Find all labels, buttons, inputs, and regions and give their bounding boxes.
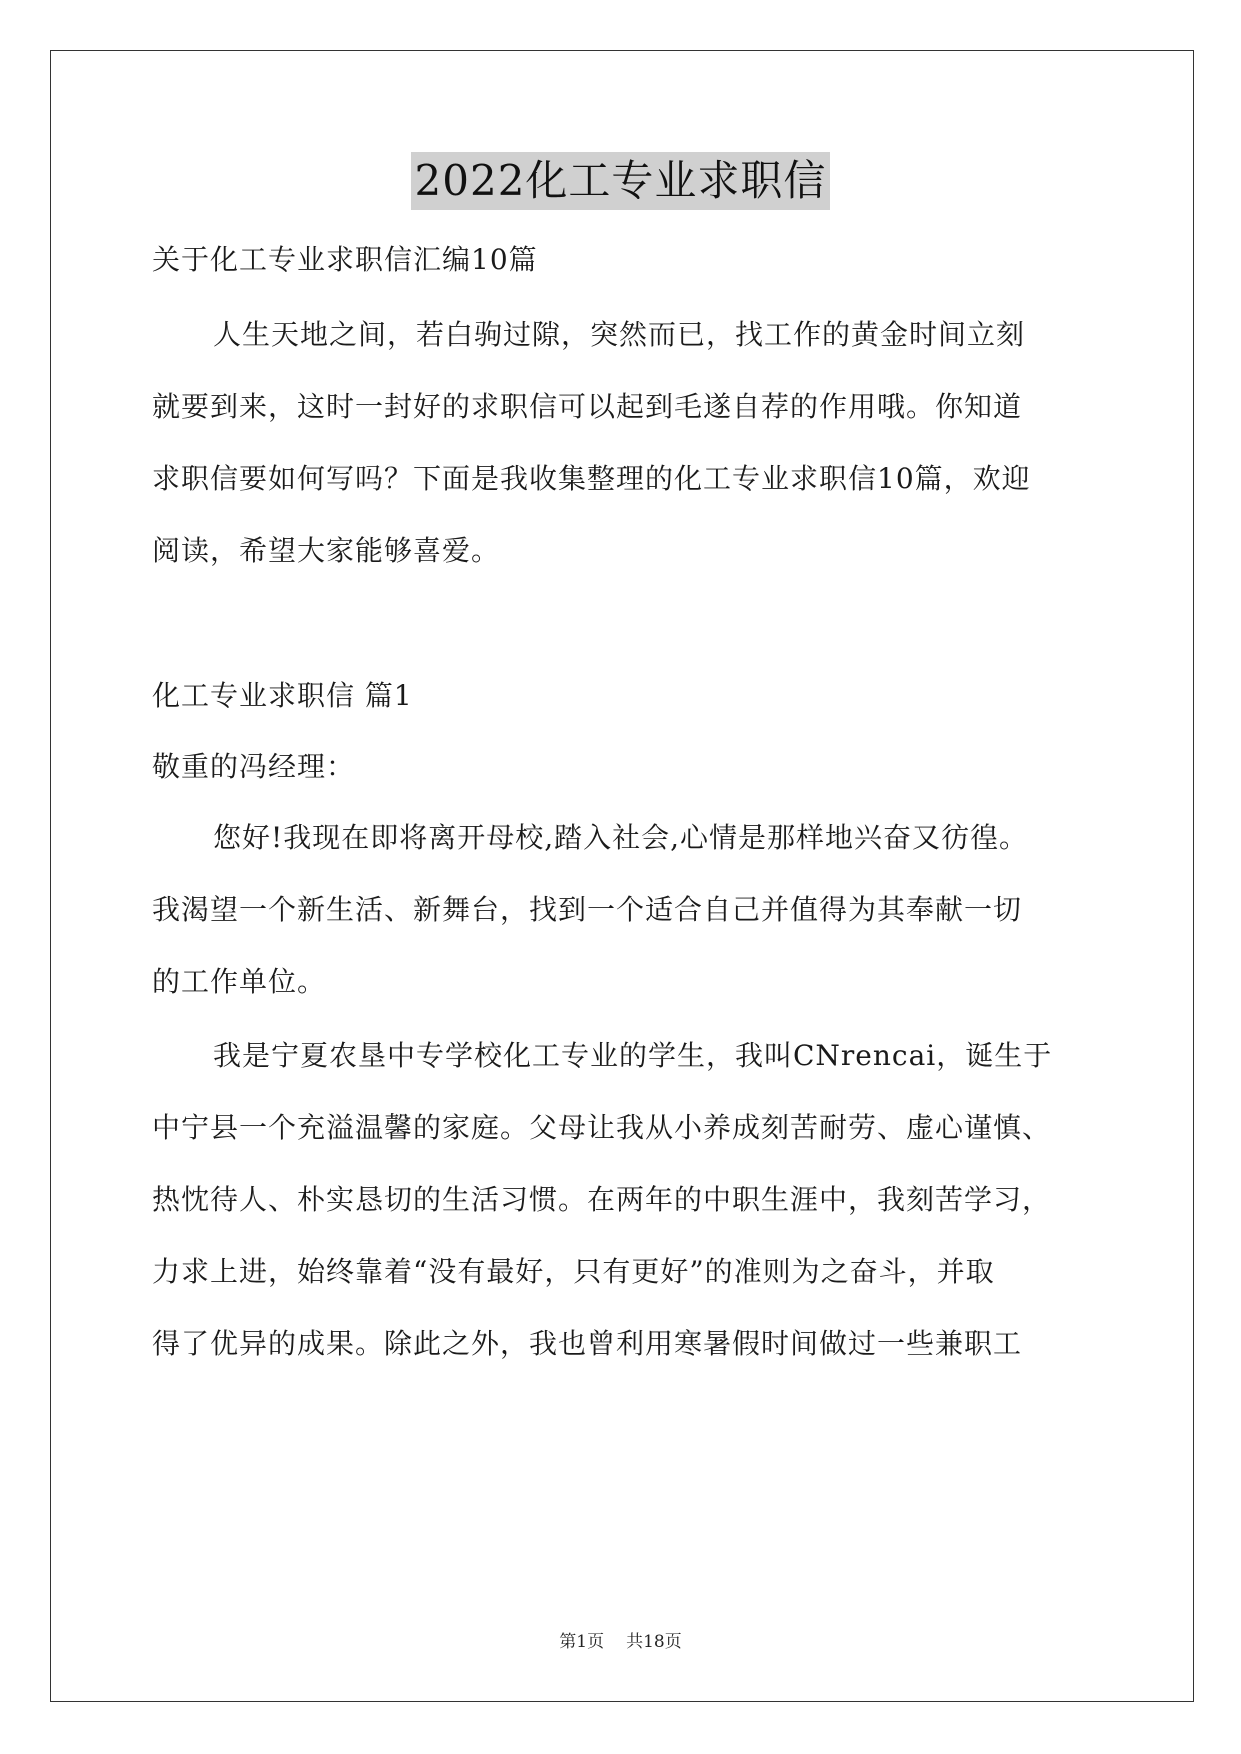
document-title: 2022化工专业求职信 — [411, 152, 831, 210]
page-border — [50, 50, 1194, 1702]
body-line-7: 力求上进，始终靠着“没有最好，只有更好”的准则为之奋斗，并取 — [152, 1255, 995, 1288]
intro-line-2: 就要到来，这时一封好的求职信可以起到毛遂自荐的作用哦。你知道 — [152, 390, 1023, 423]
body-line-8: 得了优异的成果。除此之外，我也曾利用寒暑假时间做过一些兼职工 — [152, 1327, 1023, 1360]
intro-line-3: 求职信要如何写吗？下面是我收集整理的化工专业求职信10篇，欢迎 — [152, 462, 1031, 495]
body-line-6: 热忱待人、朴实恳切的生活习惯。在两年的中职生涯中，我刻苦学习， — [152, 1183, 1052, 1216]
document-subtitle: 关于化工专业求职信汇编10篇 — [152, 243, 538, 276]
page-footer — [0, 1630, 1241, 1654]
body-line-5: 中宁县一个充溢温馨的家庭。父母让我从小养成刻苦耐劳、虚心谨慎、 — [152, 1111, 1052, 1144]
section-heading: 化工专业求职信 篇1 — [152, 679, 413, 712]
page-total: 共18页 — [626, 1632, 682, 1652]
body-line-4: 我是宁夏农垦中专学校化工专业的学生，我叫CNrencai，诞生于 — [213, 1039, 1053, 1072]
title-container — [0, 152, 1241, 210]
body-line-2: 我渴望一个新生活、新舞台，找到一个适合自己并值得为其奉献一切 — [152, 893, 1023, 926]
intro-line-4: 阅读，希望大家能够喜爱。 — [152, 534, 501, 567]
page-number: 第1页 — [559, 1632, 605, 1652]
salutation: 敬重的冯经理： — [152, 750, 356, 783]
body-line-1: 您好!我现在即将离开母校,踏入社会,心情是那样地兴奋又彷徨。 — [213, 821, 1029, 854]
body-line-3: 的工作单位。 — [152, 965, 327, 998]
intro-line-1: 人生天地之间，若白驹过隙，突然而已，找工作的黄金时间立刻 — [213, 318, 1026, 351]
